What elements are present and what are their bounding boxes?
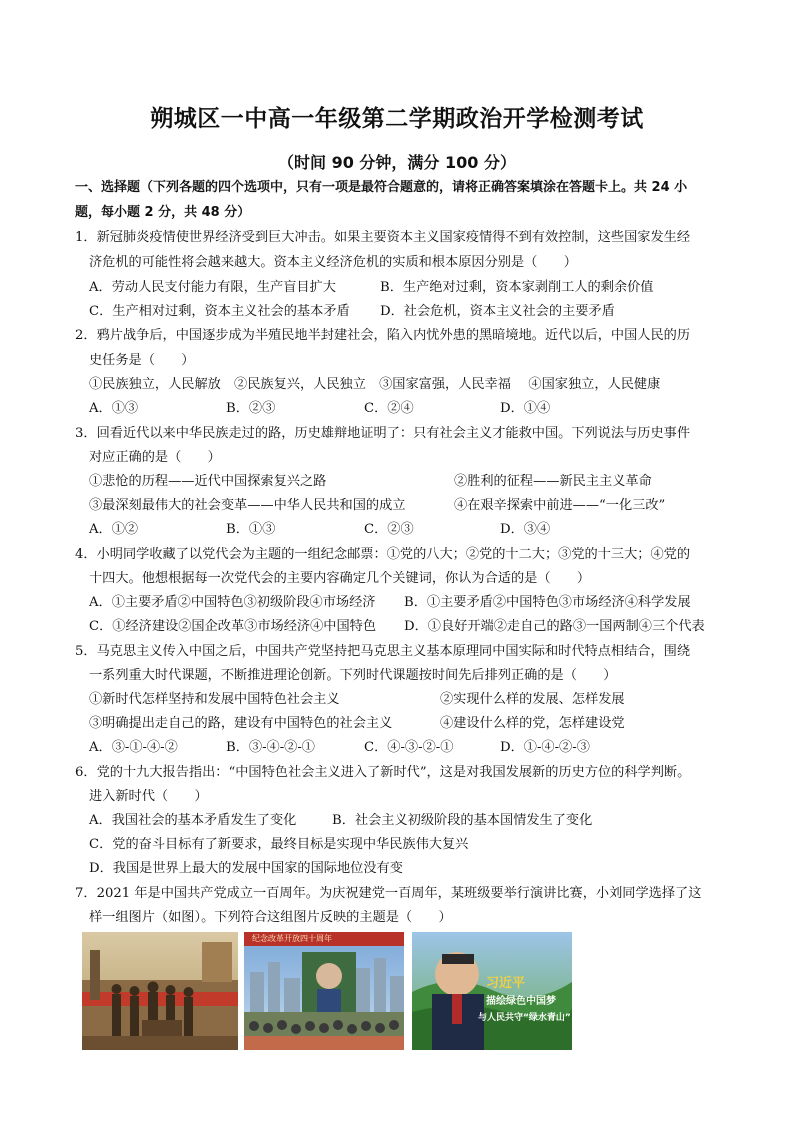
photo3-caption-2: 描绘绿色中国梦	[486, 996, 556, 1007]
q3-option-a: A．①②	[89, 522, 139, 537]
photo-founding-ceremony	[82, 932, 238, 1050]
q6-stem-line2: 进入新时代（ ）	[89, 789, 208, 804]
q5-option-c: C．④-③-②-①	[364, 740, 454, 755]
photo-green-dream	[412, 932, 572, 1050]
exam-subtitle: （时间 90 分钟，满分 100 分）	[278, 153, 516, 172]
q7-stem-line2: 样一组图片（如图）。下列符合这组图片反映的主题是（ ）	[89, 910, 452, 925]
q1-stem-line1: 1．新冠肺炎疫情使世界经济受到巨大冲击。如果主要资本主义国家疫情得不到有效控制，这些国家发生经	[75, 230, 691, 245]
q3-option-c: C．②③	[364, 522, 414, 537]
q5-item-1: ①新时代怎样坚持和发展中国特色社会主义	[89, 692, 340, 707]
q4-option-c: C．①经济建设②国企改革③市场经济④中国特色	[89, 619, 377, 634]
q2-stem-line1: 2．鸦片战争后，中国逐步成为半殖民地半封建社会，陷入内忧外患的黑暗境地。近代以后，中国人民的历	[75, 328, 691, 343]
q6-option-a: A．我国社会的基本矛盾发生了变化	[89, 813, 297, 828]
q1-option-b: B．生产绝对过剩，资本家剥削工人的剩余价值	[380, 280, 654, 295]
q3-stem-line2: 对应正确的是（ ）	[89, 450, 221, 465]
q5-item-3: ③明确提出走自己的路，建设有中国特色的社会主义	[89, 716, 393, 731]
q5-option-b: B．③-④-②-①	[226, 740, 315, 755]
q4-option-b: B．①主要矛盾②中国特色③市场经济④科学发展	[404, 595, 691, 610]
q5-item-4: ④建设什么样的党，怎样建设党	[440, 716, 625, 731]
q5-option-a: A．③-①-④-②	[89, 740, 178, 755]
q6-option-b: B．社会主义初级阶段的基本国情发生了变化	[332, 813, 593, 828]
q6-stem-line1: 6．党的十九大报告指出：“中国特色社会主义进入了新时代”，这是对我国发展新的历史方位的科学判断。	[75, 765, 691, 780]
q3-option-d: D．③④	[500, 522, 551, 537]
q1-option-a: A．劳动人民支付能力有限，生产盲目扩大	[89, 280, 336, 295]
q5-item-2: ②实现什么样的发展、怎样发展	[440, 692, 625, 707]
q4-option-a: A．①主要矛盾②中国特色③初级阶段④市场经济	[89, 595, 376, 610]
section-heading-line2: 题，每小题 2 分，共 48 分）	[75, 205, 251, 220]
q1-option-d: D．社会危机，资本主义社会的主要矛盾	[380, 304, 615, 319]
photo3-caption-1: 习近平	[486, 976, 526, 991]
q2-option-d: D．①④	[500, 401, 551, 416]
q5-stem-line1: 5．马克思主义传入中国之后，中国共产党坚持把马克思主义基本原理同中国实际和时代特点相结合，围绕	[75, 644, 691, 659]
q5-option-d: D．①-④-②-③	[500, 740, 590, 755]
photo2-banner: 纪念改革开放四十周年	[252, 934, 332, 943]
q2-items: ①民族独立，人民解放 ②民族复兴，人民独立 ③国家富强，人民幸福 ④国家独立，人民健康	[89, 377, 661, 392]
q3-item-2: ②胜利的征程——新民主主义革命	[454, 474, 652, 489]
q3-item-1: ①悲怆的历程——近代中国探索复兴之路	[89, 474, 327, 489]
q2-option-a: A．①③	[89, 401, 139, 416]
photo3-caption-3: 与人民共守“绿水青山”	[478, 1013, 571, 1023]
page-title: 朔城区一中高一年级第二学期政治开学检测考试	[150, 106, 644, 132]
q6-option-d: D．我国是世界上最大的发展中国家的国际地位没有变	[89, 861, 403, 876]
q4-stem-line1: 4．小明同学收藏了以党代会为主题的一组纪念邮票：①党的八大；②党的十二大；③党的十三大；④党的	[75, 547, 691, 562]
q4-stem-line2: 十四大。他想根据每一次党代会的主要内容确定几个关键词，你认为合适的是（ ）	[89, 571, 591, 586]
q2-option-c: C．②④	[364, 401, 414, 416]
q2-option-b: B．②③	[226, 401, 276, 416]
q3-option-b: B．①③	[226, 522, 276, 537]
q7-stem-line1: 7．2021 年是中国共产党成立一百周年。为庆祝建党一百周年，某班级要举行演讲比赛，小刘同学选择了这	[75, 886, 702, 901]
q3-item-3: ③最深刻最伟大的社会变革——中华人民共和国的成立	[89, 498, 406, 513]
q3-stem-line1: 3．回看近代以来中华民族走过的路，历史雄辩地证明了：只有社会主义才能救中国。下列说法与历史事件	[75, 426, 691, 441]
q5-stem-line2: 一系列重大时代课题，不断推进理论创新。下列时代课题按时间先后排列正确的是（ ）	[89, 668, 617, 683]
q1-option-c: C．生产相对过剩，资本主义社会的基本矛盾	[89, 304, 350, 319]
q1-stem-line2: 济危机的可能性将会越来越大。资本主义经济危机的实质和根本原因分别是（ ）	[89, 255, 577, 270]
section-heading-line1: 一、选择题（下列各题的四个选项中，只有一项是最符合题意的，请将正确答案填涂在答题卡上。共 24 小	[75, 180, 688, 195]
q6-option-c: C．党的奋斗目标有了新要求，最终目标是实现中华民族伟大复兴	[89, 837, 469, 852]
q4-option-d: D．①良好开端②走自己的路③一国两制④三个代表	[404, 619, 705, 634]
q3-item-4: ④在艰辛探索中前进——“一化三改”	[454, 498, 666, 513]
q2-stem-line2: 史任务是（ ）	[89, 353, 195, 368]
photo-reform-opening	[244, 932, 404, 1050]
